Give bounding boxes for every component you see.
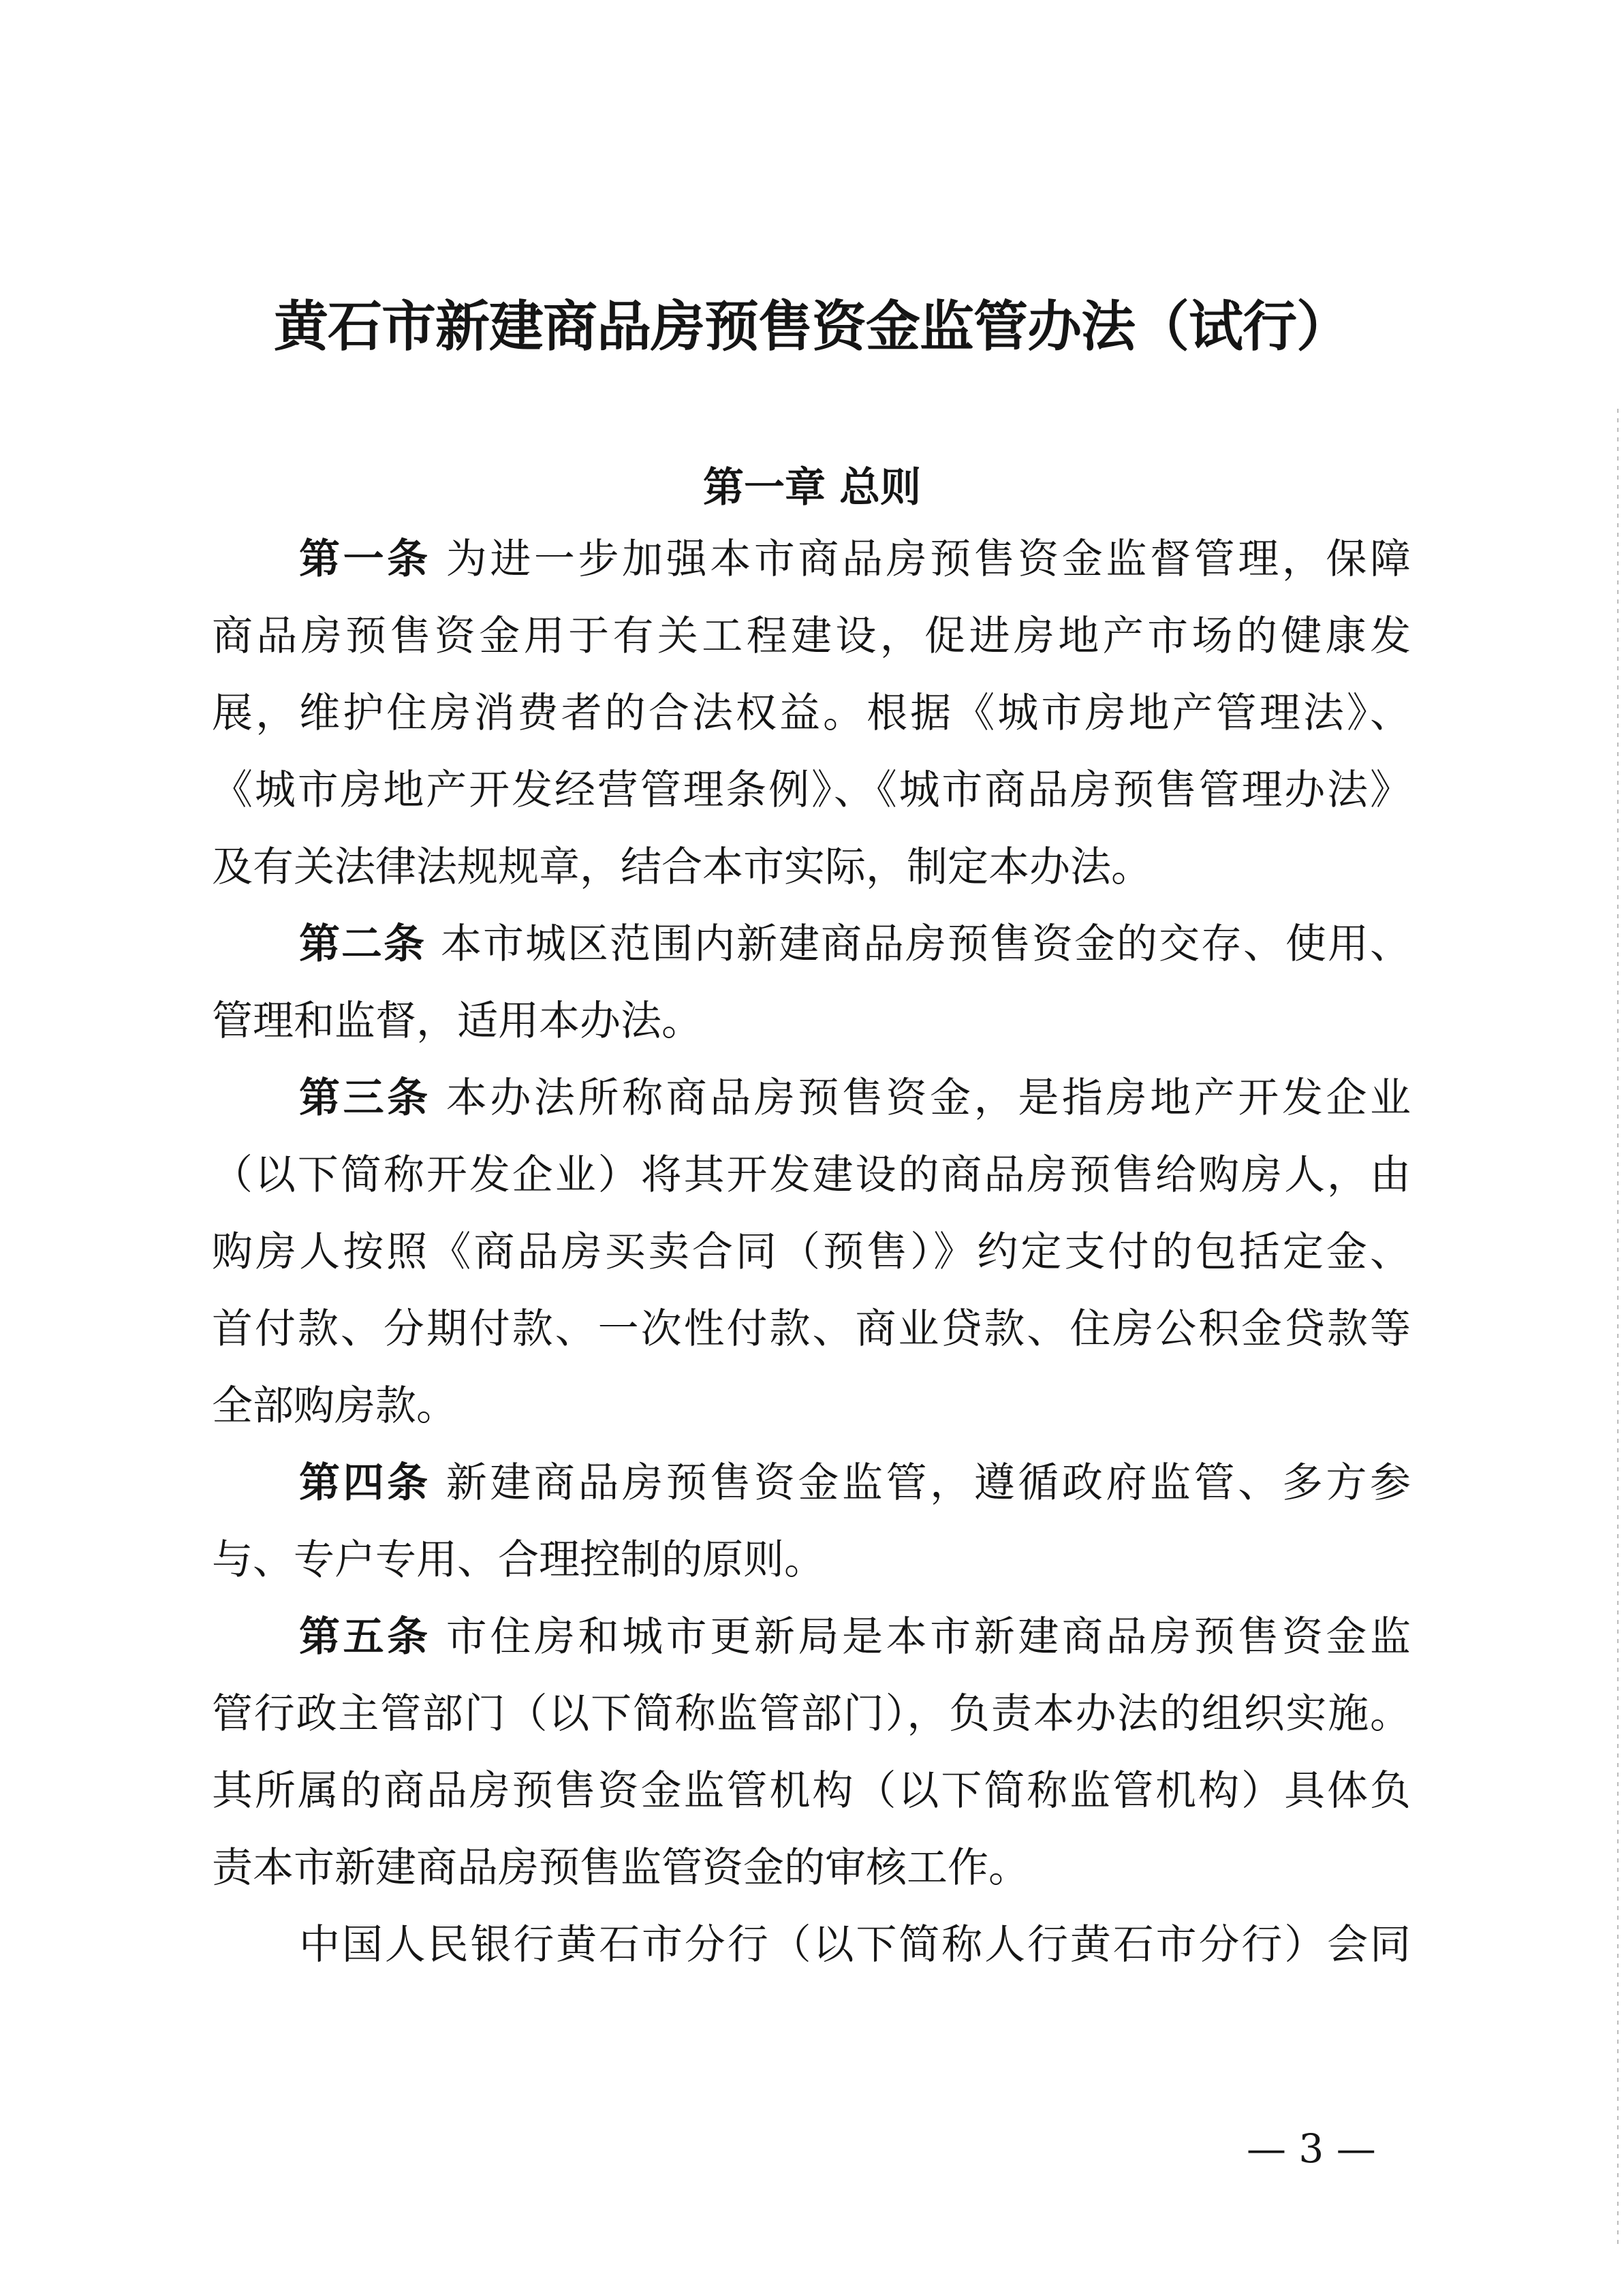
paragraph-line: 中国人民银行黄石市分行（以下简称人行黄石市分行）会同 <box>299 1921 1411 1969</box>
chapter-number: 第一章 <box>703 464 826 512</box>
article-label: 第四条 <box>299 1459 431 1507</box>
article-2-line <box>212 906 1411 983</box>
article-label: 第二条 <box>299 920 426 968</box>
article-5-line: 管行政主管部门（以下简称监管部门），负责本办法的组织实施。 <box>212 1690 1411 1738</box>
article-5-line <box>212 1599 1411 1676</box>
article-1-line <box>212 521 1411 598</box>
text: 本市城区范围内新建商品房预售资金的交存、使用、 <box>441 920 1411 968</box>
text: 市住房和城市更新局是本市新建商品房预售资金监 <box>446 1613 1411 1661</box>
article-3-line <box>212 1060 1411 1137</box>
article-3-line: （以下简称开发企业）将其开发建设的商品房预售给购房人，由 <box>212 1151 1411 1199</box>
chapter-heading <box>0 455 1624 514</box>
article-1-line: 展，维护住房消费者的合法权益。根据《城市房地产管理法》、 <box>212 689 1411 737</box>
article-2-line: 管理和监督，适用本办法。 <box>212 997 702 1045</box>
article-4-line <box>212 1445 1411 1522</box>
text: 新建商品房预售资金监管，遵循政府监管、多方参 <box>446 1459 1411 1507</box>
article-1-line: 商品房预售资金用于有关工程建设，促进房地产市场的健康发 <box>212 612 1411 660</box>
document-body <box>212 521 1411 1984</box>
article-5-line: 其所属的商品房预售资金监管机构（以下简称监管机构）具体负 <box>212 1767 1411 1815</box>
document-title: 黄石市新建商品房预售资金监管办法（试行） <box>274 294 1350 358</box>
article-3-line: 购房人按照《商品房买卖合同（预售）》约定支付的包括定金、 <box>212 1228 1411 1276</box>
page-number: — 3 — <box>1247 2125 1376 2172</box>
article-3-line: 首付款、分期付款、一次性付款、商业贷款、住房公积金贷款等 <box>212 1305 1411 1353</box>
article-3-line: 全部购房款。 <box>212 1382 457 1430</box>
scan-edge-divider <box>1617 409 1619 2248</box>
article-label: 第五条 <box>299 1613 431 1661</box>
chapter-name: 总则 <box>839 464 921 512</box>
text: 为进一步加强本市商品房预售资金监督管理，保障 <box>446 535 1411 583</box>
article-1-line: 《城市房地产开发经营管理条例》、《城市商品房预售管理办法》 <box>212 766 1411 814</box>
article-1-line: 及有关法律法规规章，结合本市实际，制定本办法。 <box>212 843 1152 891</box>
article-4-line: 与、专户专用、合理控制的原则。 <box>212 1536 825 1584</box>
article-5-line: 责本市新建商品房预售监管资金的审核工作。 <box>212 1844 1029 1892</box>
article-label: 第三条 <box>299 1074 431 1122</box>
article-label: 第一条 <box>299 535 431 583</box>
text: 本办法所称商品房预售资金，是指房地产开发企业 <box>446 1074 1411 1122</box>
